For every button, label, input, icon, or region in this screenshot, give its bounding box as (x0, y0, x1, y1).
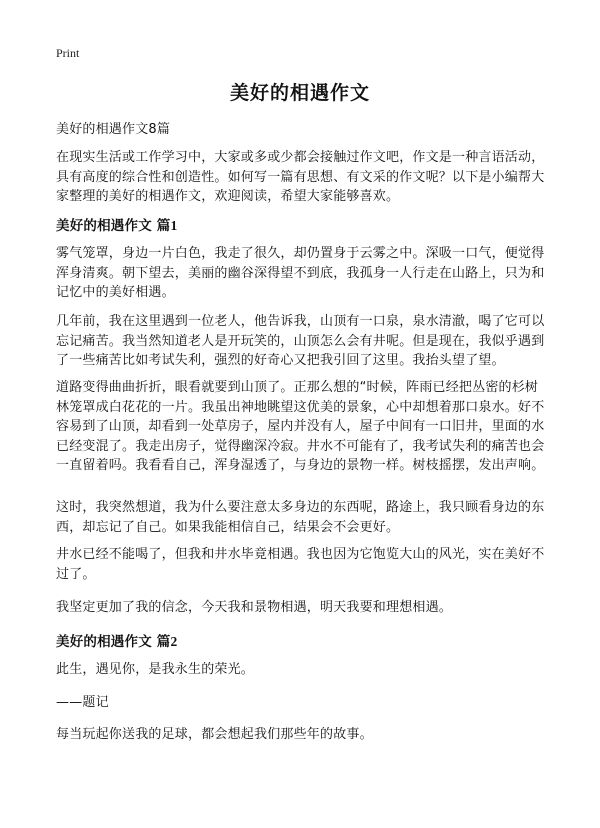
section-heading-1 (56, 216, 548, 237)
section-heading-2 (56, 632, 548, 653)
page-title: 美好的相遇作文 (229, 82, 370, 104)
section-heading-text: 美好的相遇作文 篇 (56, 634, 171, 650)
section-heading-number: 2 (170, 634, 178, 649)
section1-paragraph-3: 道路变得曲曲折折，眼看就要到山顶了。正那么想的“时候，阵雨已经把丛密的杉树林笼罩成白花花的一片。我虽出神地眺望这优美的景象，心中却想着那口泉水。好不容易到了山顶，却看到一处草房子，屋内并没有人，屋子中间有一口旧井，里面的水已经变混了。我走出房子，觉得幽深冷寂。井水不可能有了，我考试失利的痛苦也会一直留着吗。我看看自己，浑身湿透了，与身边的景物一样。树枝摇摆，发出声响。 (56, 380, 545, 473)
print-label[interactable]: Print (56, 46, 80, 60)
document-subtitle: 美好的相遇作文8篇 (56, 122, 171, 137)
section2-paragraph-3: 每当玩起你送我的足球，都会想起我们那些年的故事。 (56, 727, 373, 742)
section-heading-number: 1 (170, 218, 178, 233)
section1-paragraph-4: 这时，我突然想道，我为什么要注意太多身边的东西呢，路途上，我只顾看身边的东西，却忘记了自己。如果我能相信自己，结果会不会更好。 (56, 500, 545, 535)
section1-paragraph-6: 我坚定更加了我的信念，今天我和景物相遇，明天我要和理想相遇。 (56, 600, 453, 615)
intro-paragraph: 在现实生活或工作学习中，大家或多或少都会接触过作文吧，作文是一种言语活动，具有高度的综合性和创造性。如何写一篇有思想、有文采的作文呢？以下是小编帮大家整理的美好的相遇作文，欢迎阅读，希望大家能够喜欢。 (56, 150, 545, 204)
section1-paragraph-5: 井水已经不能喝了，但我和井水毕竟相遇。我也因为它饱览大山的风光，实在美好不过了。 (56, 547, 545, 582)
section-heading-text: 美好的相遇作文 篇 (56, 218, 171, 234)
section1-paragraph-1: 雾气笼罩，身边一片白色，我走了很久，却仍置身于云雾之中。深吸一口气，便觉得浑身清爽。朝下望去，美丽的幽谷深得望不到底，我孤身一人行走在山路上，只为和记忆中的美好相遇。 (56, 246, 545, 300)
section2-paragraph-2: ——题记 (56, 695, 109, 710)
section1-paragraph-2: 几年前，我在这里遇到一位老人，他告诉我，山顶有一口泉，泉水清澈，喝了它可以忘记痛苦。我当然知道老人是开玩笑的，山顶怎么会有井呢。但是现在，我似乎遇到了一些痛苦比如考试失利，强烈的好奇心又把我引回了这里。我抬头望了望。 (56, 314, 545, 368)
section2-paragraph-1: 此生，遇见你，是我永生的荣光。 (56, 662, 255, 677)
